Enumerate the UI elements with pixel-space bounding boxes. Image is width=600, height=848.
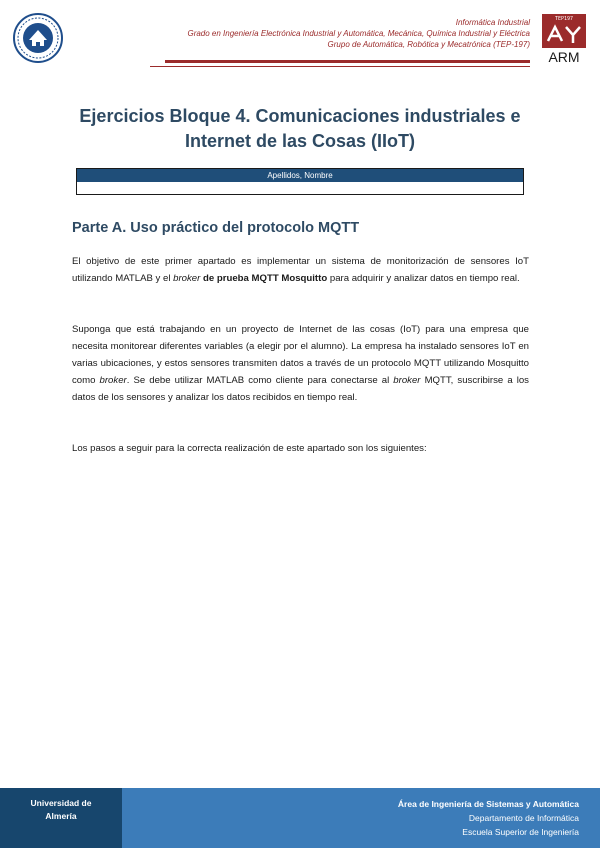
paragraph-steps-intro: Los pasos a seguir para la correcta realización de este apartado son los siguientes: xyxy=(72,443,427,454)
title-line-1: Ejercicios Bloque 4. Comunicaciones industriales e xyxy=(79,106,521,126)
broker-term: broker xyxy=(173,273,201,284)
university-seal-logo xyxy=(13,13,63,63)
footer-school: Escuela Superior de Ingeniería xyxy=(462,827,579,837)
footer-department xyxy=(122,788,600,848)
broker-term: broker xyxy=(99,375,127,386)
name-table-header: Apellidos, Nombre xyxy=(77,169,523,182)
section-title: Parte A. Uso práctico del protocolo MQTT xyxy=(72,220,360,236)
paragraph-scenario: Suponga que está trabajando en un proyecto de Internet de las cosas (IoT) para una empresa que necesita monitorear diferentes variables (a elegir por el alumno). La empresa ha instalado sensores IoT en varias ubicaciones, y estos sensores transmiten datos a través de un protocolo MQTT utilizando Mosquitto como broker. Se debe utilizar MATLAB como cliente para conectarse al broker MQTT, suscribirse a los datos de los sensores y analizar los datos recibidos en tiempo real. xyxy=(72,324,529,403)
name-table-input-cell[interactable] xyxy=(77,182,523,194)
footer-university xyxy=(0,788,122,848)
student-name-table xyxy=(76,168,524,195)
header-institution-text xyxy=(187,17,530,50)
title-line-2: Internet de las Cosas (IIoT) xyxy=(184,131,416,151)
header-divider-thin xyxy=(150,66,530,67)
header-degrees: Grado en Ingeniería Electrónica Industrial y Automática, Mecánica, Química Industrial y Eléctrica xyxy=(187,29,530,38)
arm-logo-text: ARM xyxy=(548,49,580,65)
document-title xyxy=(60,104,540,154)
page-footer xyxy=(0,788,600,848)
footer-university-line-1: Universidad de xyxy=(30,798,92,808)
mosquitto-term: de prueba MQTT Mosquitto xyxy=(200,273,328,284)
footer-university-line-2: Almería xyxy=(45,811,77,821)
arm-group-logo xyxy=(541,13,587,65)
arm-logo-top-text: TEP197 xyxy=(554,16,574,22)
header-course: Informática Industrial xyxy=(455,18,530,27)
header-divider xyxy=(165,60,530,63)
header-group: Grupo de Automática, Robótica y Mecatrónica (TEP-197) xyxy=(327,40,530,49)
broker-term: broker xyxy=(393,375,421,386)
footer-department-name: Departamento de Informática xyxy=(468,813,579,823)
paragraph-objective: El objetivo de este primer apartado es implementar un sistema de monitorización de sensores IoT utilizando MATLAB y el broker de prueba MQTT Mosquitto para adquirir y analizar datos en tiempo real. xyxy=(72,256,529,284)
footer-area: Área de Ingeniería de Sistemas y Automática xyxy=(397,799,579,809)
